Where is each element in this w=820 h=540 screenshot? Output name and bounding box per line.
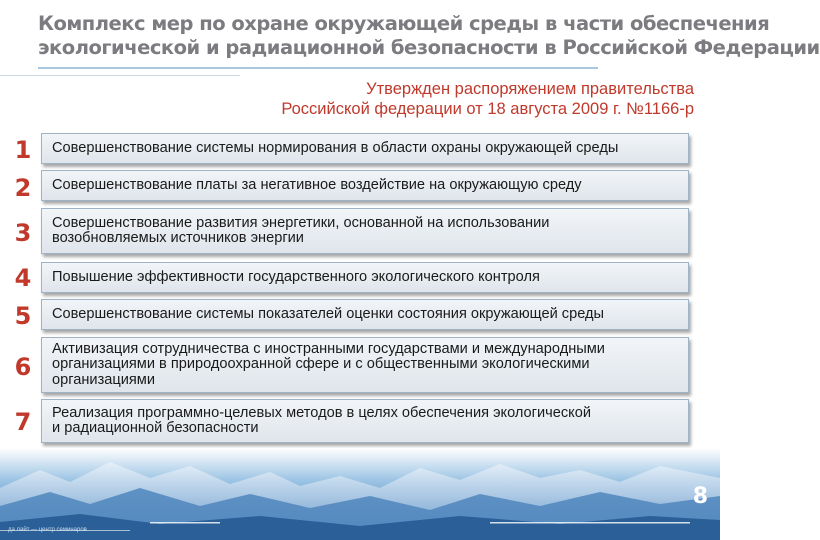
measure-item-text: Совершенствование системы нормирования в области охраны окружающей среды (52, 139, 619, 156)
measure-item-3 (41, 208, 689, 254)
slide-title-line-1: Комплекс мер по охране окружающей среды в части обеспечения (38, 12, 770, 35)
measure-item-4 (41, 262, 689, 293)
approval-note-line-2: Российской федерации от 18 августа 2009 г. №1166-р (281, 100, 694, 118)
mountain-landscape-image (0, 448, 720, 540)
measure-item-7 (41, 399, 689, 443)
measure-item-text: Совершенствование платы за негативное воздействие на окружающую среду (52, 176, 582, 193)
approval-note-line-1: Утвержден распоряжением правительства (366, 80, 694, 98)
measure-item-text: Повышение эффективности государственного экологического контроля (52, 268, 540, 285)
page-number: 8 (692, 484, 708, 509)
item-number-6: 6 (14, 353, 32, 381)
measure-item-2 (41, 170, 689, 201)
measure-item-5 (41, 299, 689, 330)
measure-item-text: Реализация программно-целевых методов в целях обеспечения экологической и радиационной безопасности (52, 404, 591, 436)
item-number-2: 2 (14, 174, 32, 202)
slide-title (38, 12, 820, 60)
approval-note (281, 79, 694, 119)
title-divider-thin (0, 75, 240, 76)
item-number-1: 1 (14, 136, 32, 164)
measure-item-text: Совершенствование развития энергетики, основанной на использовании возобновляемых источников энергии (52, 214, 550, 246)
item-number-3: 3 (14, 219, 32, 247)
measure-item-text: Совершенствование системы показателей оценки состояния окружающей среды (52, 305, 605, 322)
footer-credit: да лайт — центр семинаров (8, 527, 87, 533)
item-number-7: 7 (14, 408, 32, 436)
measure-item-text: Активизация сотрудничества с иностранными государствами и международными организациями в природоохранной сфере и с общественными экологическими организациями (52, 340, 605, 388)
title-divider (38, 67, 598, 69)
item-number-4: 4 (14, 264, 32, 292)
measure-item-6 (41, 337, 689, 393)
slide-title-line-2: экологической и радиационной безопасности в Российской Федерации (38, 36, 820, 59)
measure-item-1 (41, 133, 689, 164)
item-number-5: 5 (14, 302, 32, 330)
